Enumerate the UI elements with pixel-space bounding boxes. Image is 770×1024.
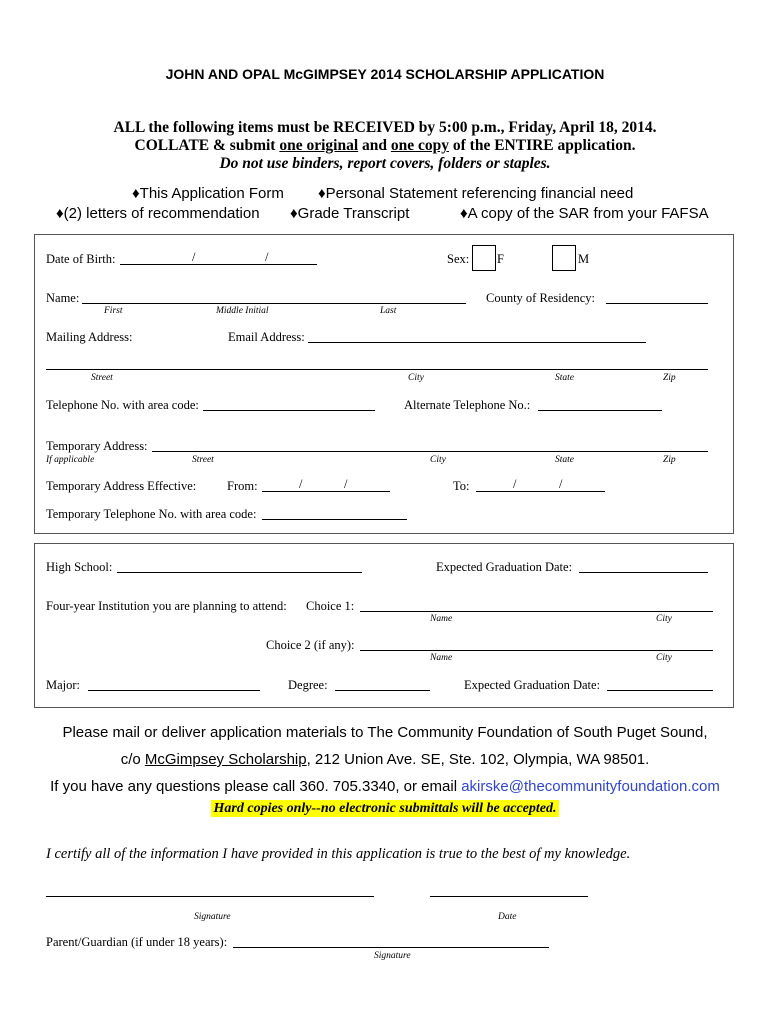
choice2-name-caption: Name <box>430 653 453 663</box>
major-field[interactable] <box>88 690 260 691</box>
from-label: From: <box>227 479 258 493</box>
diamond-bullet-icon: ♦ <box>56 205 64 222</box>
alt-phone-label: Alternate Telephone No.: <box>404 398 531 412</box>
collate-pre: COLLATE & submit <box>134 137 280 154</box>
sex-m-checkbox[interactable] <box>552 245 576 271</box>
sex-m-label: M <box>578 252 590 266</box>
collate-original: one original <box>279 137 359 154</box>
from-date-field[interactable] <box>262 491 390 492</box>
county-field[interactable] <box>606 303 708 304</box>
temp-effective-label: Temporary Address Effective: <box>46 479 197 493</box>
name-last-caption: Last <box>380 306 397 316</box>
temp-zip-caption: Zip <box>663 455 676 465</box>
to-date-field[interactable] <box>476 491 605 492</box>
checklist-personal-statement: ♦Personal Statement referencing financial need <box>318 185 634 202</box>
temp-address-label: Temporary Address: <box>46 439 148 453</box>
phone-field[interactable] <box>203 410 375 411</box>
no-binders-note: Do not use binders, report covers, folders or staples. <box>219 155 551 172</box>
choice1-label: Choice 1: <box>306 599 355 613</box>
temp-phone-field[interactable] <box>262 519 407 520</box>
high-school-label: High School: <box>46 560 113 574</box>
parent-signature-caption: Signature <box>374 951 411 961</box>
name-first-caption: First <box>104 306 123 316</box>
hs-grad-date-label: Expected Graduation Date: <box>436 560 573 574</box>
hard-copies-notice-row <box>0 799 770 817</box>
phone-label: Telephone No. with area code: <box>46 398 199 412</box>
email-field[interactable] <box>308 342 646 343</box>
choice1-name-caption: Name <box>430 614 453 624</box>
education-section <box>34 543 734 708</box>
name-field[interactable] <box>82 303 466 304</box>
mcgimpsey-scholarship-text: McGimpsey Scholarship <box>144 751 307 768</box>
high-school-field[interactable] <box>117 572 362 573</box>
temp-city-caption: City <box>430 455 446 465</box>
checklist-sar: ♦A copy of the SAR from your FAFSA <box>460 205 709 222</box>
dob-field[interactable] <box>120 264 317 265</box>
hard-copies-notice: Hard copies only--no electronic submittals will be accepted. <box>211 800 560 817</box>
to-label: To: <box>453 479 470 493</box>
mailing-city-caption: City <box>408 373 424 383</box>
sex-label: Sex: <box>447 252 470 266</box>
major-label: Major: <box>46 678 81 692</box>
dob-slash-1: / <box>192 250 196 264</box>
degree-field[interactable] <box>335 690 430 691</box>
mail-instructions-line1: Please mail or deliver application materials to The Community Foundation of South Puget Sound, <box>62 724 708 741</box>
mailing-street-caption: Street <box>91 373 113 383</box>
college-grad-date-field[interactable] <box>607 690 713 691</box>
if-applicable-caption: If applicable <box>46 455 95 465</box>
diamond-bullet-icon: ♦ <box>290 205 298 222</box>
collate-and: and <box>358 137 391 154</box>
choice1-field[interactable] <box>360 611 713 612</box>
date-caption: Date <box>498 912 517 922</box>
diamond-bullet-icon: ♦ <box>318 185 326 202</box>
diamond-bullet-icon: ♦ <box>132 185 140 202</box>
applicant-signature-field[interactable] <box>46 896 374 897</box>
deadline-line: ALL the following items must be RECEIVED by 5:00 p.m., Friday, April 18, 2014. <box>113 119 657 136</box>
contact-email-link[interactable]: akirske@thecommunityfoundation.com <box>461 778 720 795</box>
temp-state-caption: State <box>555 455 574 465</box>
hs-grad-date-field[interactable] <box>579 572 708 573</box>
parent-guardian-label: Parent/Guardian (if under 18 years): <box>46 935 228 949</box>
collate-post: of the ENTIRE application. <box>449 137 636 154</box>
alt-phone-field[interactable] <box>538 410 662 411</box>
to-slash-1: / <box>513 477 517 491</box>
from-slash-2: / <box>344 477 348 491</box>
choice2-label: Choice 2 (if any): <box>266 638 355 652</box>
name-label: Name: <box>46 291 80 305</box>
county-label: County of Residency: <box>486 291 596 305</box>
from-slash-1: / <box>299 477 303 491</box>
sex-f-label: F <box>497 252 504 266</box>
mailing-zip-caption: Zip <box>663 373 676 383</box>
college-grad-date-label: Expected Graduation Date: <box>464 678 601 692</box>
temp-phone-label: Temporary Telephone No. with area code: <box>46 507 257 521</box>
dob-slash-2: / <box>265 250 269 264</box>
to-slash-2: / <box>559 477 563 491</box>
signature-date-field[interactable] <box>430 896 588 897</box>
dob-label: Date of Birth: <box>46 252 116 266</box>
mailing-label: Mailing Address: <box>46 330 133 344</box>
form-title: JOHN AND OPAL McGIMPSEY 2014 SCHOLARSHIP APPLICATION <box>165 66 605 82</box>
checklist-transcript: ♦Grade Transcript <box>290 205 410 222</box>
temp-address-field[interactable] <box>152 451 708 452</box>
certify-statement: I certify all of the information I have provided in this application is true to the best of my knowledge. <box>46 846 631 862</box>
name-middle-caption: Middle Initial <box>216 306 269 316</box>
checklist-letters: ♦(2) letters of recommendation <box>56 205 260 222</box>
signature-caption: Signature <box>194 912 231 922</box>
mail-instructions-line3: If you have any questions please call 360. 705.3340, or email akirske@thecommunityfoundation.com <box>50 778 720 795</box>
sex-f-checkbox[interactable] <box>472 245 496 271</box>
diamond-bullet-icon: ♦ <box>460 205 468 222</box>
parent-signature-field[interactable] <box>233 947 549 948</box>
mailing-address-field[interactable] <box>46 369 708 370</box>
degree-label: Degree: <box>288 678 328 692</box>
mailing-state-caption: State <box>555 373 574 383</box>
mail-instructions-line2: c/o McGimpsey Scholarship, 212 Union Ave. SE, Ste. 102, Olympia, WA 98501. <box>120 751 650 768</box>
choice1-city-caption: City <box>656 614 672 624</box>
four-year-label: Four-year Institution you are planning to attend: <box>46 599 287 613</box>
collate-line <box>0 137 770 155</box>
checklist-app-form: ♦This Application Form <box>132 185 284 202</box>
collate-copy: one copy <box>390 137 450 154</box>
choice2-field[interactable] <box>360 650 713 651</box>
email-label: Email Address: <box>228 330 305 344</box>
temp-street-caption: Street <box>192 455 214 465</box>
choice2-city-caption: City <box>656 653 672 663</box>
